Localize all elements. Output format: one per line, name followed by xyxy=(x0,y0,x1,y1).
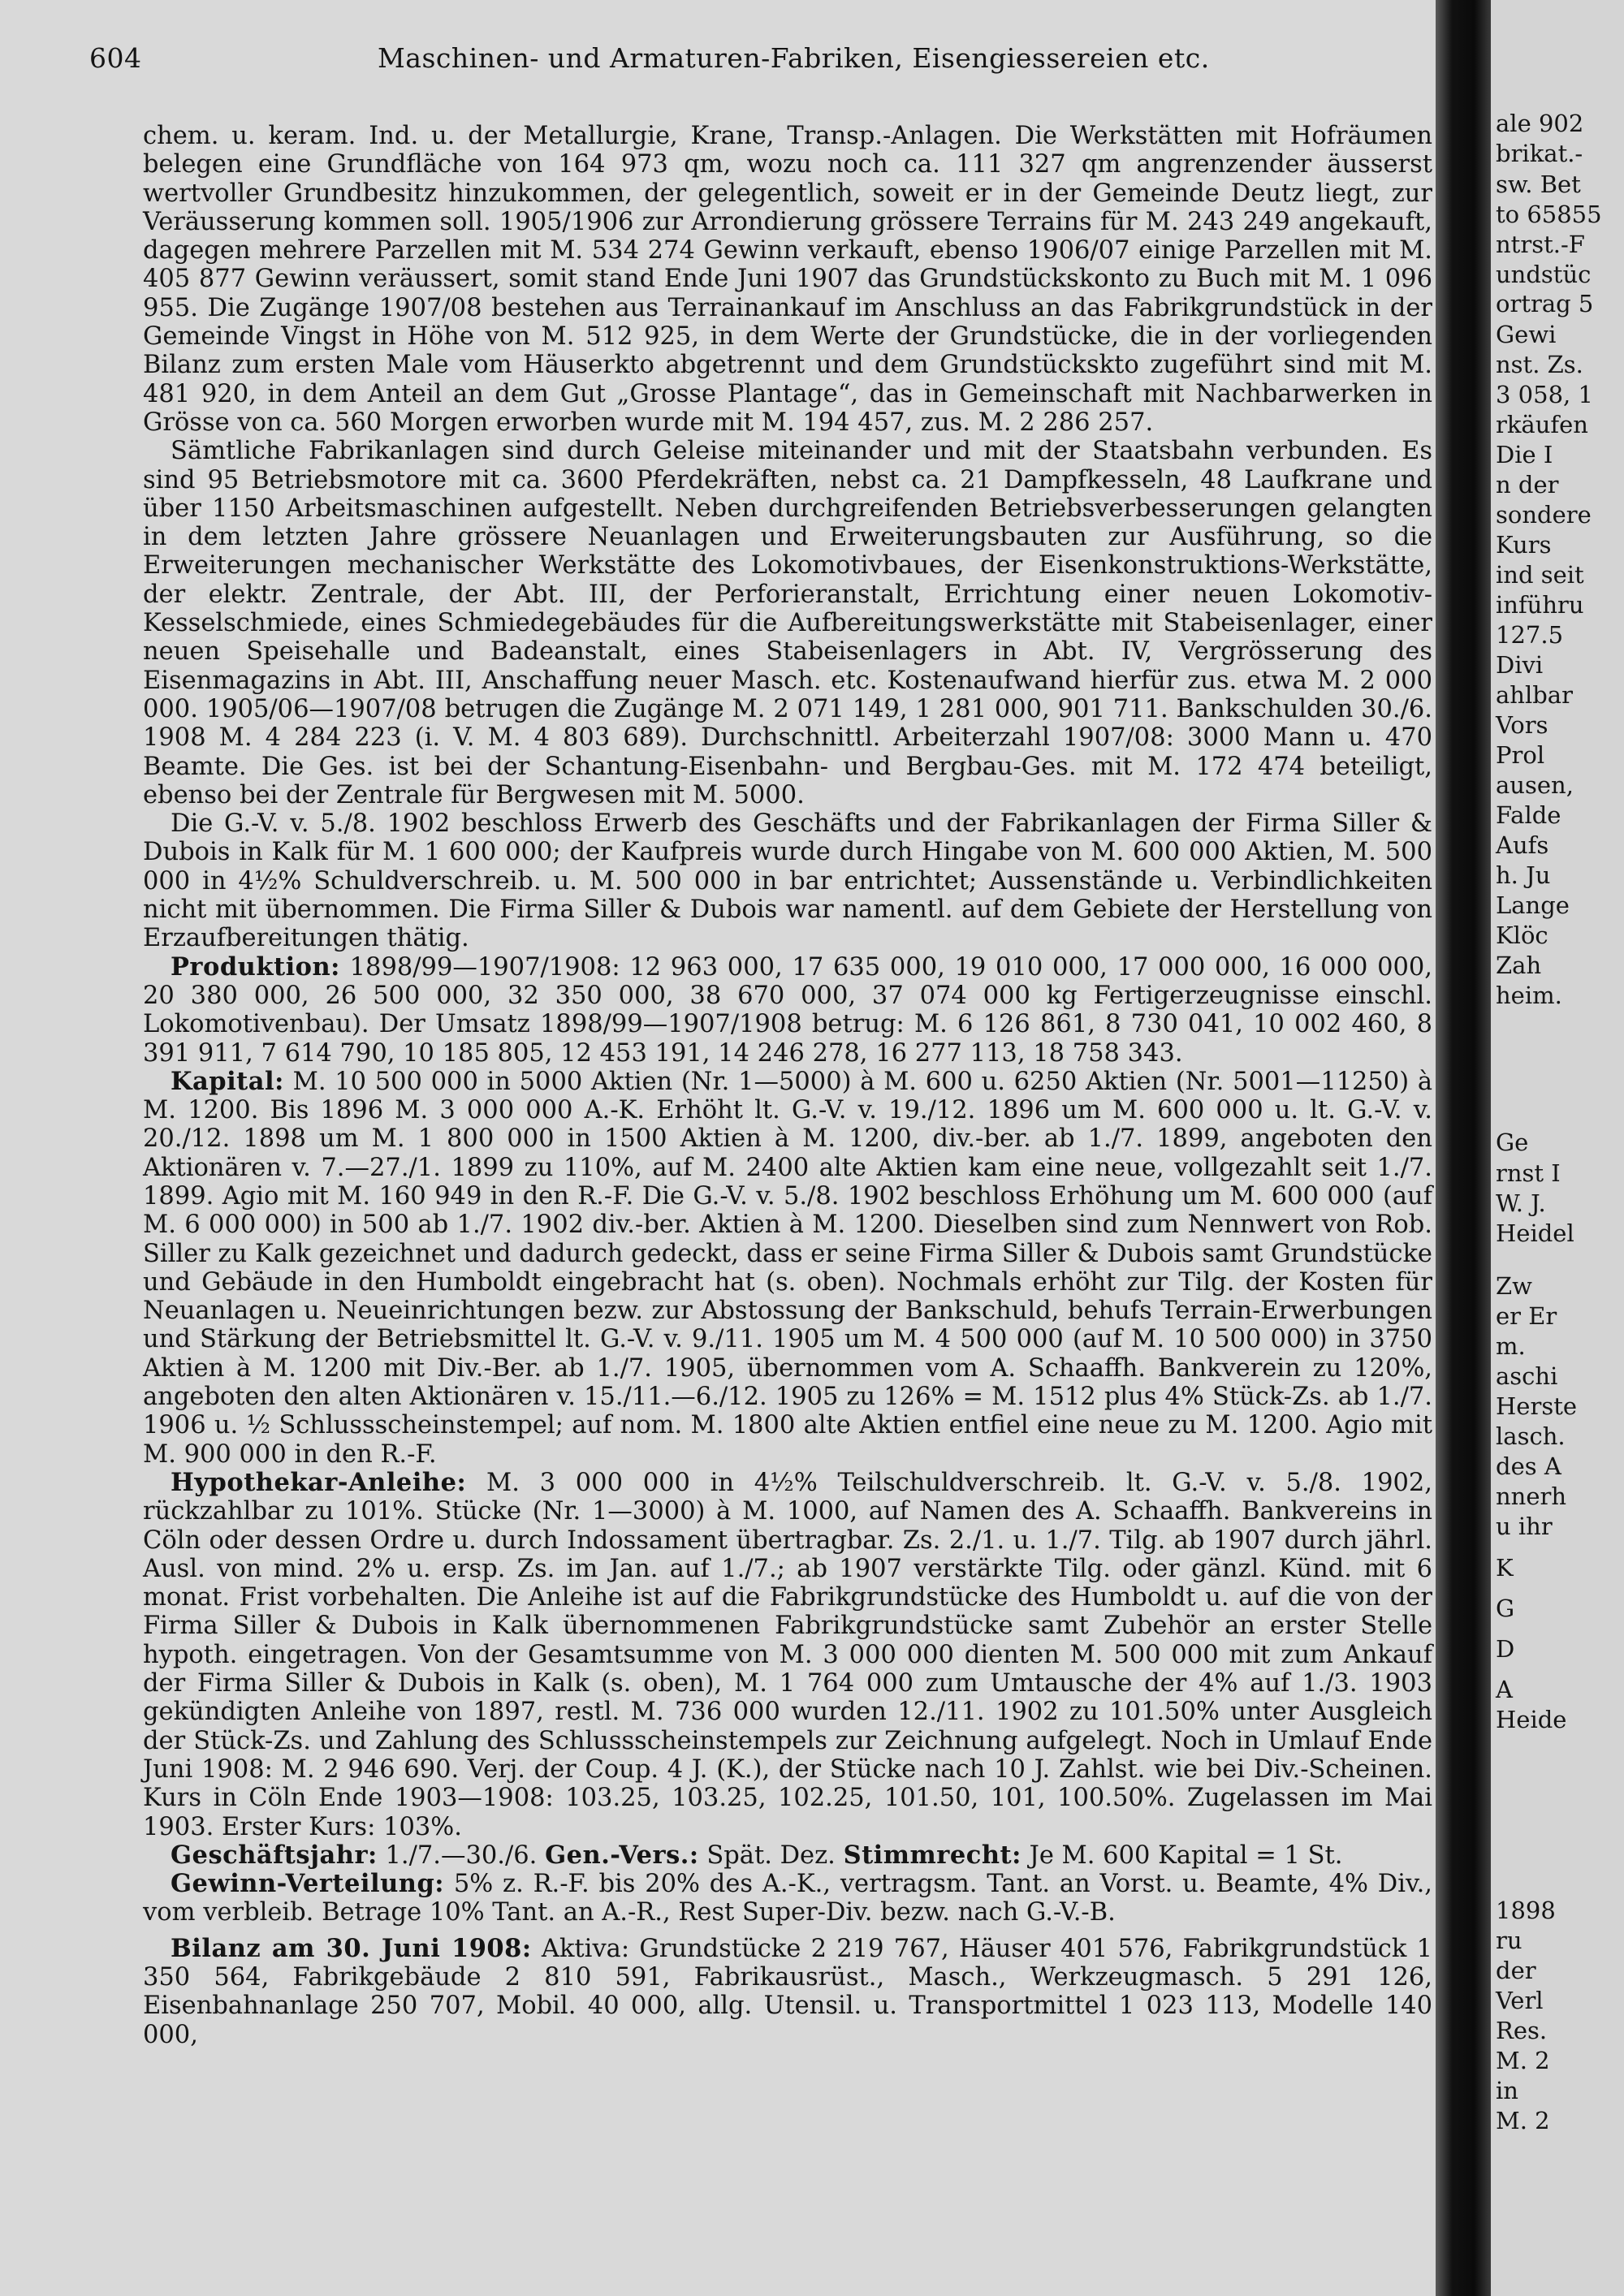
facing-page-line: M. 2 xyxy=(1496,2047,1550,2074)
facing-page-line: brikat.- xyxy=(1496,140,1583,167)
facing-page-fragment xyxy=(1491,0,1624,2296)
facing-page-line: Divi xyxy=(1496,651,1544,679)
facing-page-line: 127.5 xyxy=(1496,621,1564,649)
facing-page-line: M. 2 xyxy=(1496,2107,1550,2134)
text-produktion: 1898/99—1907/1908: 12 963 000, 17 635 000, 19 010 000, 17 000 000, 16 000 000, 20 380 000, 26 500 000, 32 350 000, 38 670 000, 37 074 000 kg Fertigerzeugnisse einschl. Lokomotivenbau). Der Umsatz 1898/99—1907/1908 betrug: M. 6 126 861, 8 730 041, 10 002 460, 8 391 911, 7 614 790, 10 185 805, 12 453 191, 14 246 278, 16 277 113, 18 758 343. xyxy=(143,952,1432,1068)
facing-page-line: ahlbar xyxy=(1496,681,1573,709)
text-geschaeftsjahr: 1./7.—30./6. xyxy=(377,1841,546,1870)
text-gen-vers: Spät. Dez. xyxy=(698,1841,844,1870)
body-text xyxy=(143,122,1432,2049)
facing-page-line: Ge xyxy=(1496,1129,1529,1156)
facing-page-line: Klöc xyxy=(1496,921,1548,949)
facing-page-line: Herste xyxy=(1496,1392,1578,1420)
label-gewinn-verteilung: Gewinn-Verteilung: xyxy=(171,1869,445,1899)
facing-page-line: Zah xyxy=(1496,952,1542,979)
facing-page-line: aschi xyxy=(1496,1362,1558,1390)
facing-page-line: rnst I xyxy=(1496,1159,1561,1187)
paragraph-kapital xyxy=(143,1068,1432,1469)
facing-page-line: A xyxy=(1496,1676,1513,1703)
paragraph-bilanz xyxy=(143,1935,1432,2049)
facing-page-line: G xyxy=(1496,1595,1515,1622)
facing-page-line: Zw xyxy=(1496,1272,1532,1300)
facing-page-line: Heide xyxy=(1496,1706,1567,1733)
label-kapital: Kapital: xyxy=(171,1066,284,1096)
label-bilanz: Bilanz am 30. Juni 1908: xyxy=(171,1933,532,1963)
page-header xyxy=(89,42,1429,91)
paragraph-siller-dubois: Die G.-V. v. 5./8. 1902 beschloss Erwerb des Geschäfts und der Fabrikanlagen der Firma Siller & Dubois in Kalk für M. 1 600 000; der Kaufpreis wurde durch Hingabe von M. 600 000 Aktien, M. 500 000 in 4½% Schuldverschreib. u. M. 500 000 in bar entrichtet; Aussenstände u. Verbindlichkeiten nicht mit übernommen. Die Firma Siller & Dubois war namentl. auf dem Gebiete der Herstellung von Erzaufbereitungen thätig. xyxy=(143,809,1432,953)
facing-page-line: D xyxy=(1496,1635,1515,1663)
facing-page-line: in xyxy=(1496,2077,1518,2104)
facing-page-line: h. Ju xyxy=(1496,861,1551,889)
running-title: Maschinen- und Armaturen-Fabriken, Eisengiessereien etc. xyxy=(378,42,1210,74)
facing-page-line: n der xyxy=(1496,471,1559,498)
text-bilanz: Aktiva: Grundstücke 2 219 767, Häuser 401 576, Fabrikgrundstück 1 350 564, Fabrikgebäude 2 810 591, Fabrikausrüst., Masch., Werkzeugmasch. 5 291 126, Eisenbahnanlage 250 707, Mobil. 40 000, allg. Utensil. u. Transportmittel 1 023 113, Modelle 140 000, xyxy=(143,1934,1432,2049)
paragraph-produktion xyxy=(143,953,1432,1068)
facing-page-line: ind seit xyxy=(1496,561,1584,589)
facing-page-line: rkäufen xyxy=(1496,411,1588,438)
facing-page-line: ntrst.-F xyxy=(1496,231,1585,258)
text-hypothekar-anleihe: M. 3 000 000 in 4½% Teilschuldverschreib. lt. G.-V. v. 5./8. 1902, rückzahlbar zu 101%. Stücke (Nr. 1—3000) à M. 1000, auf Namen des A. Schaaffh. Bankvereins in Cöln oder dessen Ordre u. durch Indossament übertragbar. Zs. 2./1. u. 1./7. Tilg. ab 1907 durch jährl. Ausl. von mind. 2% u. ersp. Zs. im Jan. auf 1./7.; ab 1907 verstärkte Tilg. oder gänzl. Künd. mit 6 monat. Frist vorbehalten. Die Anleihe ist auf die Fabrikgrundstücke des Humboldt u. auf die von der Firma Siller & Dubois in Kalk übernommenen Fabrikgrundstücke samt Zubehör an erster Stelle hypoth. eingetragen. Von der Gesamtsumme von M. 3 000 000 dienten M. 500 000 mit zum Ankauf der Firma Siller & Dubois in Kalk (s. oben), M. 1 764 000 zum Umtausche der 4% auf 1./3. 1903 gekündigten Anleihe von 1897, restl. M. 736 000 wurden 12./11. 1902 zu 101.50% unter Ausgleich der Stück-Zs. und Zahlung des Schlussscheinstempels zur Zeichnung aufgelegt. Noch in Umlauf Ende Juni 1908: M. 2 946 690. Verj. der Coup. 4 J. (K.), der Stücke nach 10 J. Zahlst. wie bei Div.-Scheinen. Kurs in Cöln Ende 1903—1908: 103.25, 103.25, 102.25, 101.50, 101, 100.50%. Zugelassen im Mai 1903. Erster Kurs: 103%. xyxy=(143,1468,1432,1841)
facing-page-line: u ihr xyxy=(1496,1513,1553,1540)
facing-page-line: sondere xyxy=(1496,501,1592,529)
label-gen-vers: Gen.-Vers.: xyxy=(545,1840,699,1870)
facing-page-line: er Er xyxy=(1496,1302,1557,1330)
facing-page-line: 3 058, 1 xyxy=(1496,381,1593,408)
facing-page-line: Kurs xyxy=(1496,531,1552,559)
facing-page-line: Verl xyxy=(1496,1987,1544,2014)
label-geschaeftsjahr: Geschäftsjahr: xyxy=(171,1840,378,1870)
paragraph-hypothekar-anleihe xyxy=(143,1469,1432,1841)
facing-page-line: ortrag 5 xyxy=(1496,290,1594,317)
facing-page-line: K xyxy=(1496,1554,1514,1582)
facing-page-line: undstüc xyxy=(1496,261,1592,288)
paragraph-gewinn-verteilung xyxy=(143,1870,1432,1927)
paragraph-fabrikanlagen: Sämtliche Fabrikanlagen sind durch Geleise miteinander und mit der Staatsbahn verbunden. Es sind 95 Betriebsmotore mit ca. 3600 Pferdekräften, nebst ca. 21 Dampfkesseln, 48 Laufkrane und über 1150 Arbeitsmaschinen aufgestellt. Neben durchgreifenden Betriebsverbesserungen gelangten in dem letzten Jahre grössere Neuanlagen und Erweiterungsbauten zur Ausführung, so die Erweiterungen mechanischer Werkstätte des Lokomotivbaues, der Eisenkonstruktions-Werkstätte, der elektr. Zentrale, der Abt. III, der Perforieranstalt, Errichtung einer neuen Lokomotiv-Kesselschmiede, eines Schmiedegebäudes für die Aufbereitungswerkstätte mit Stabeisenlager, einer neuen Speisehalle und Badeanstalt, eines Stabeisenlagers in Abt. IV, Vergrösserung des Eisenmagazins in Abt. III, Anschaffung neuer Masch. etc. Kostenaufwand hierfür zus. etwa M. 2 000 000. 1905/06—1907/08 betrugen die Zugänge M. 2 071 149, 1 281 000, 901 711. Bankschulden 30./6. 1908 M. 4 284 223 (i. V. M. 4 803 689). Durchschnittl. Arbeiterzahl 1907/08: 3000 Mann u. 470 Beamte. Die Ges. ist bei der Schantung-Eisenbahn- und Bergbau-Ges. mit M. 172 474 beteiligt, ebenso bei der Zentrale für Bergwesen mit M. 5000. xyxy=(143,437,1432,809)
facing-page-line: ru xyxy=(1496,1927,1522,1954)
page-number: 604 xyxy=(89,42,142,74)
label-produktion: Produktion: xyxy=(171,952,340,982)
facing-page-line: nst. Zs. xyxy=(1496,351,1583,378)
facing-page-line: lasch. xyxy=(1496,1422,1566,1450)
facing-page-line: Gewi xyxy=(1496,321,1557,348)
facing-page-line: Heidel xyxy=(1496,1219,1574,1247)
facing-page-line: der xyxy=(1496,1957,1536,1984)
facing-page-line: Die I xyxy=(1496,441,1553,468)
label-stimmrecht: Stimmrecht: xyxy=(843,1840,1021,1870)
facing-page-line: Prol xyxy=(1496,741,1545,769)
facing-page-line: ausen, xyxy=(1496,771,1574,799)
facing-page-line: sw. Bet xyxy=(1496,170,1581,198)
text-stimmrecht: Je M. 600 Kapital = 1 St. xyxy=(1021,1841,1343,1870)
facing-page-line: Res. xyxy=(1496,2017,1548,2044)
facing-page-line: Vors xyxy=(1496,711,1548,739)
text-gewinn-verteilung: 5% z. R.-F. bis 20% des A.-K., vertragsm. Tant. an Vorst. u. Beamte, 4% Div., vom verbleib. Betrage 10% Tant. an A.-R., Rest Super-Div. bezw. nach G.-V.-B. xyxy=(143,1870,1432,1927)
paragraph-grundbesitz: chem. u. keram. Ind. u. der Metallurgie, Krane, Transp.-Anlagen. Die Werkstätten mit Hofräumen belegen eine Grundfläche von 164 973 qm, wozu noch ca. 111 327 qm angrenzender äusserst wertvoller Grundbesitz hinzukommen, der gelegentlich, soweit er in der Gemeinde Deutz liegt, zur Veräusserung kommen soll. 1905/1906 zur Arrondierung grössere Terrains für M. 243 249 angekauft, dagegen mehrere Parzellen mit M. 534 274 Gewinn verkauft, ebenso 1906/07 einige Parzellen mit M. 405 877 Gewinn veräussert, somit stand Ende Juni 1907 das Grundstückskonto zu Buch mit M. 1 096 955. Die Zugänge 1907/08 bestehen aus Terrainankauf im Anschluss an das Fabrikgrundstück in der Gemeinde Vingst in Höhe von M. 512 925, in dem Werte der Grundstücke, die in der vorliegenden Bilanz zum ersten Male vom Häuserkto abgetrennt und dem Grundstückskto zugeführt sind mit M. 481 920, in dem Anteil an dem Gut „Grosse Plantage“, das in Gemeinschaft mit Nachbarwerken in Grösse von ca. 560 Morgen erworben wurde mit M. 194 457, zus. M. 2 286 257. xyxy=(143,122,1432,437)
facing-page-line: nnerh xyxy=(1496,1482,1567,1510)
paragraph-geschaeftsjahr xyxy=(143,1841,1432,1870)
facing-page-line: Falde xyxy=(1496,801,1561,829)
facing-page-line: 1898 xyxy=(1496,1897,1556,1924)
facing-page-line: des A xyxy=(1496,1452,1561,1480)
facing-page-line: Aufs xyxy=(1496,831,1549,859)
label-hypothekar-anleihe: Hypothekar-Anleihe: xyxy=(171,1467,467,1497)
facing-page-line: inführu xyxy=(1496,591,1584,619)
facing-page-line: to 65855 xyxy=(1496,201,1602,228)
facing-page-line: m. xyxy=(1496,1332,1526,1360)
facing-page-line: ale 902 xyxy=(1496,110,1584,137)
facing-page-line: Lange xyxy=(1496,891,1570,919)
facing-page-line: W. J. xyxy=(1496,1189,1546,1217)
facing-page-line: heim. xyxy=(1496,982,1562,1009)
text-kapital: M. 10 500 000 in 5000 Aktien (Nr. 1—5000) à M. 600 u. 6250 Aktien (Nr. 5001—11250) à M. 1200. Bis 1896 M. 3 000 000 A.-K. Erhöht lt. G.-V. v. 19./12. 1896 um M. 600 000 u. lt. G.-V. v. 20./12. 1898 um M. 1 800 000 in 1500 Aktien à M. 1200, div.-ber. ab 1./7. 1899, angeboten den Aktionären v. 7.—27./1. 1899 zu 110%, auf M. 2400 alte Aktien kam eine neue, vollgezahlt seit 1./7. 1899. Agio mit M. 160 949 in den R.-F. Die G.-V. v. 5./8. 1902 beschloss Erhöhung um M. 600 000 (auf M. 6 000 000) in 500 ab 1./7. 1902 div.-ber. Aktien à M. 1200. Dieselben sind zum Nennwert von Rob. Siller zu Kalk gezeichnet und dadurch gedeckt, dass er seine Firma Siller & Dubois samt Grundstücke und Gebäude in den Humboldt eingebracht hat (s. oben). Nochmals erhöht zur Tilg. der Kosten für Neuanlagen u. Neueinrichtungen bezw. zur Abstossung der Bankschuld, behufs Terrain-Erwerbungen und Stärkung der Betriebsmittel lt. G.-V. v. 9./11. 1905 um M. 4 500 000 (auf M. 10 500 000) in 3750 Aktien à M. 1200 mit Div.-Ber. ab 1./7. 1905, übernommen vom A. Schaaffh. Bankverein zu 120%, angeboten den alten Aktionären v. 15./11.—6./12. 1905 zu 126% = M. 1512 plus 4% Stück-Zs. ab 1./7. 1906 u. ½ Schlussscheinstempel; auf nom. M. 1800 alte Aktien entfiel eine neue zu M. 1200. Agio mit M. 900 000 in den R.-F. xyxy=(143,1067,1432,1469)
book-spine-shadow xyxy=(1436,0,1491,2296)
